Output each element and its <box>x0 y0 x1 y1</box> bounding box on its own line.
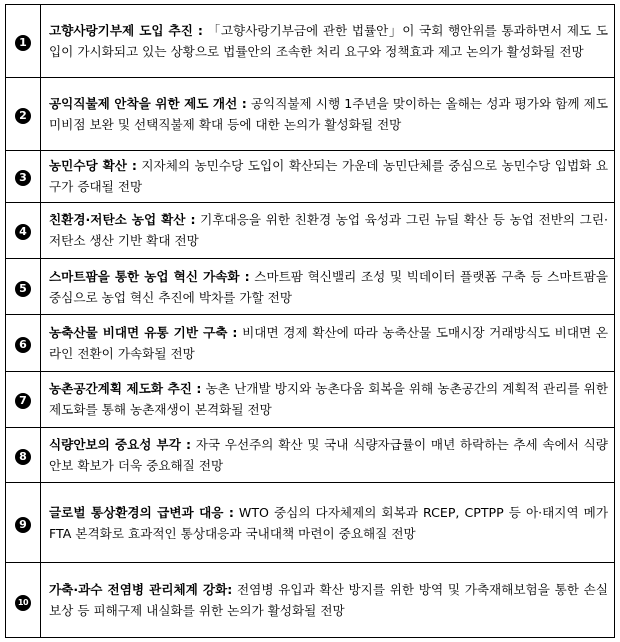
item-description: 공익직불제 시행 1주년을 맞이하는 올해는 성과 평가와 함께 제도 미비점 보완 및 선택직불제 확대 등에 대한 논의가 활성화될 전망 <box>49 95 608 132</box>
table-row <box>6 563 615 638</box>
row-number-cell <box>6 483 41 563</box>
item-description: 자국 우선주의 확산 및 국내 식량자급률이 매년 하락하는 추세 속에서 식량안보 확보가 더욱 중요해질 전망 <box>49 436 608 473</box>
row-number-cell <box>6 150 41 203</box>
item-text-cell <box>41 372 615 428</box>
table-row <box>6 5 615 78</box>
item-text-cell <box>41 563 615 638</box>
item-description: 농촌 난개발 방지와 농촌다움 회복을 위해 농촌공간의 계획적 관리를 위한 제도화를 통해 농촌재생이 본격화될 전망 <box>49 381 608 418</box>
number-badge: 4 <box>15 224 31 240</box>
row-number-cell <box>6 563 41 638</box>
number-badge: 9 <box>15 517 31 533</box>
number-badge: 6 <box>15 337 31 353</box>
item-title: 글로벌 통상환경의 급변과 대응 : <box>49 504 234 520</box>
row-number-cell <box>6 258 41 315</box>
number-badge: 2 <box>15 108 31 124</box>
number-badge: 7 <box>15 393 31 409</box>
item-description: 스마트팜 혁신밸리 조성 및 빅데이터 플랫폼 구축 등 스마트팜을 중심으로 농업 혁신 추진에 박차를 가할 전망 <box>49 268 608 305</box>
item-title: 식량안보의 중요성 부각 : <box>49 436 192 452</box>
row-number-cell <box>6 315 41 372</box>
item-description: 전염병 유입과 확산 방지를 위한 방역 및 가축재해보험을 통한 손실 보상 등 피해구제 내실화를 위한 논의가 활성화될 전망 <box>49 582 608 619</box>
table-row <box>6 483 615 563</box>
item-title: 공익직불제 안착을 위한 제도 개선 : <box>49 95 247 111</box>
item-description: WTO 중심의 다자체제의 회복과 RCEP, CPTPP 등 아·태지역 메가 FTA 본격화로 효과적인 통상대응과 국내대책 마련이 중요해질 전망 <box>49 504 608 541</box>
item-text-cell <box>41 315 615 372</box>
item-title: 가축·과수 전염병 관리체계 강화: <box>49 582 233 598</box>
number-badge: 5 <box>15 281 31 297</box>
outlook-table <box>5 4 615 638</box>
item-description: 지자체의 농민수당 도입이 확산되는 가운데 농민단체를 중심으로 농민수당 입법화 요구가 증대될 전망 <box>49 158 608 195</box>
item-text-cell <box>41 203 615 259</box>
item-title: 농촌공간계획 제도화 추진 : <box>49 381 202 397</box>
table-row <box>6 203 615 259</box>
row-number-cell <box>6 203 41 259</box>
table-row <box>6 372 615 428</box>
item-title: 친환경·저탄소 농업 확산 : <box>49 212 196 228</box>
number-badge: 3 <box>15 170 31 186</box>
table-row <box>6 315 615 372</box>
item-description: 「고향사랑기부금에 관한 법률안」이 국회 행안위를 통과하면서 제도 도입이 가시화되고 있는 상황으로 법률안의 조속한 처리 요구와 정책효과 제고 논의가 활성화될 전망 <box>49 22 608 59</box>
number-badge: 1 <box>15 35 31 51</box>
item-text-cell <box>41 77 615 150</box>
table-row <box>6 427 615 483</box>
item-title: 농민수당 확산 : <box>49 158 137 174</box>
item-title: 농축산물 비대면 유통 기반 구축 : <box>49 325 238 341</box>
row-number-cell <box>6 372 41 428</box>
item-text-cell <box>41 5 615 78</box>
item-title: 스마트팜을 통한 농업 혁신 가속화 : <box>49 268 250 284</box>
item-description: 비대면 경제 확산에 따라 농축산물 도매시장 거래방식도 비대면 온라인 전환이 가속화될 전망 <box>49 325 608 362</box>
item-text-cell <box>41 483 615 563</box>
item-text-cell <box>41 150 615 203</box>
row-number-cell <box>6 77 41 150</box>
item-description: 기후대응을 위한 친환경 농업 육성과 그린 뉴딜 확산 등 농업 전반의 그린·저탄소 생산 기반 확대 전망 <box>49 212 609 249</box>
item-title: 고향사랑기부제 도입 추진 : <box>49 22 203 38</box>
item-text-cell <box>41 427 615 483</box>
number-badge: 8 <box>15 449 31 465</box>
table-row <box>6 258 615 315</box>
table-row <box>6 77 615 150</box>
table-row <box>6 150 615 203</box>
number-badge: 10 <box>15 595 31 611</box>
item-text-cell <box>41 258 615 315</box>
row-number-cell <box>6 5 41 78</box>
row-number-cell <box>6 427 41 483</box>
